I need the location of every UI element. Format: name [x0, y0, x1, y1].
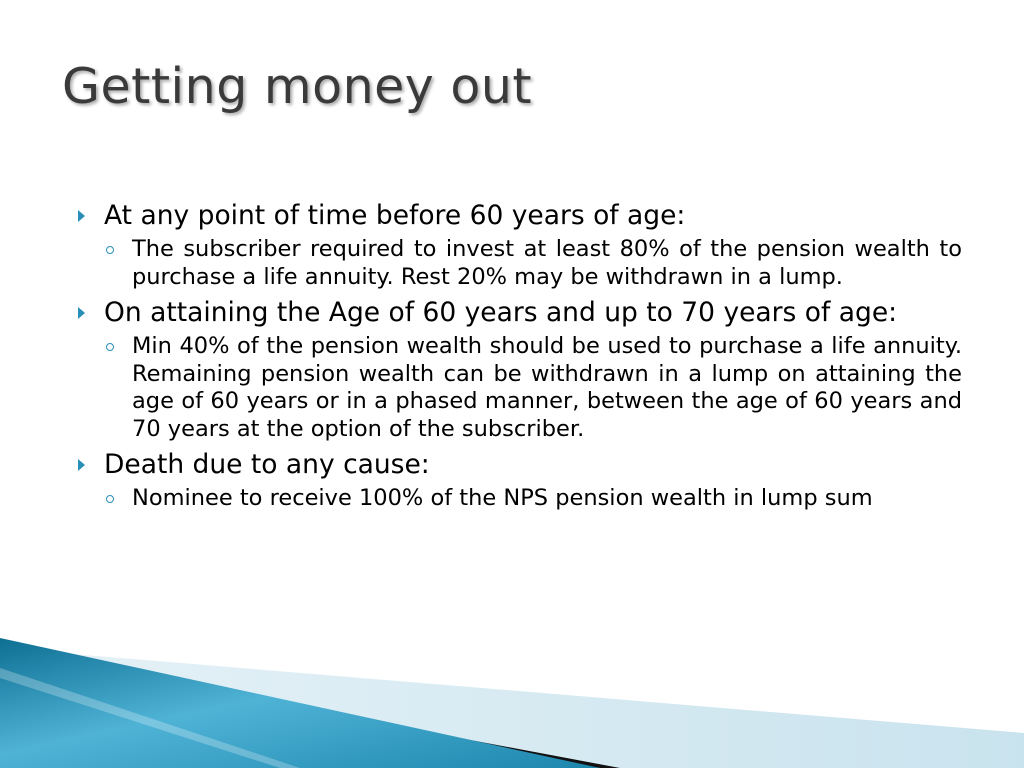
decorative-swoosh	[0, 638, 1024, 768]
sub-bullet-text: Min 40% of the pension wealth should be used to purchase a life annuity. Remaining pension wealth can be withdrawn in a lump on attaining the age of 60 years or in a phased manner, between the age of 60 years and 70 years at the option of the subscriber.	[132, 333, 962, 442]
sub-bullet-item	[76, 236, 962, 291]
sub-bullet-text: Nominee to receive 100% of the NPS pension wealth in lump sum	[132, 485, 873, 511]
bullet-heading: On attaining the Age of 60 years and up to 70 years of age:	[104, 297, 898, 328]
triangle-bullet-icon	[78, 210, 85, 222]
bullet-item	[76, 449, 962, 481]
bullet-item	[76, 297, 962, 329]
circle-bullet-icon	[106, 495, 114, 503]
triangle-bullet-icon	[78, 307, 85, 319]
sub-bullet-text: The subscriber required to invest at least 80% of the pension wealth to purchase a life annuity. Rest 20% may be withdrawn in a lump.	[132, 236, 962, 290]
bullet-item	[76, 200, 962, 232]
circle-bullet-icon	[106, 246, 114, 254]
sub-bullet-item	[76, 333, 962, 443]
triangle-bullet-icon	[78, 459, 85, 471]
bullet-heading: At any point of time before 60 years of age:	[104, 200, 686, 231]
slide-title: Getting money out	[62, 58, 533, 115]
circle-bullet-icon	[106, 343, 114, 351]
bullet-heading: Death due to any cause:	[104, 449, 430, 480]
sub-bullet-item	[76, 485, 962, 513]
bullet-list	[76, 200, 962, 513]
